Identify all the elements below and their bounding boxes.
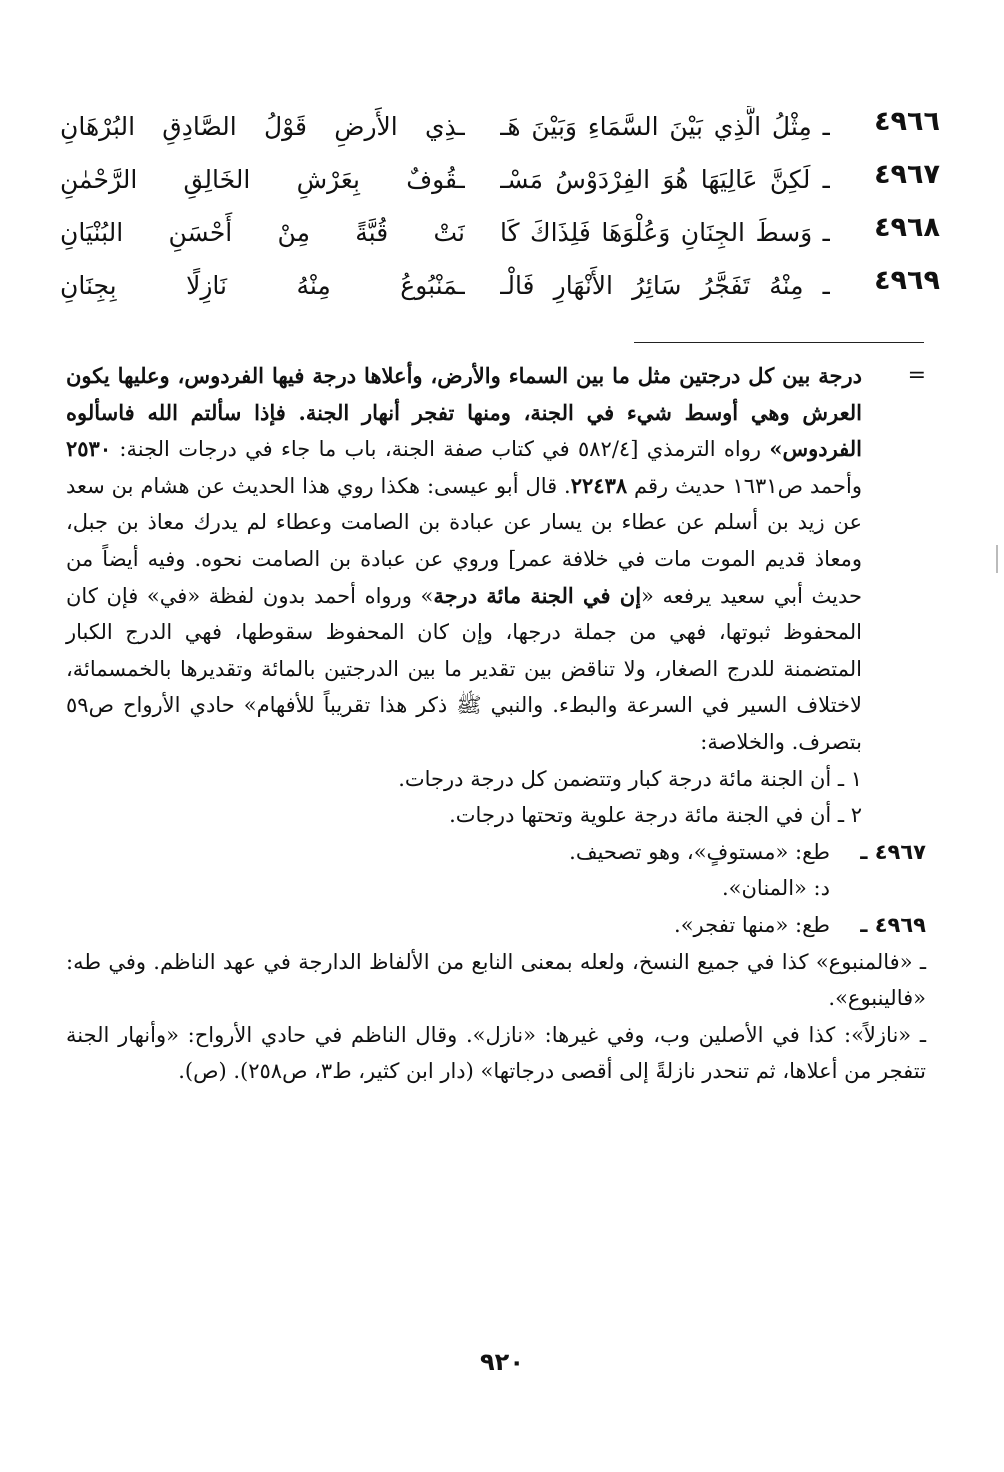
footnote-separator — [634, 342, 924, 343]
citation-text: وأحمد ص١٦٣١ حديث رقم — [627, 473, 863, 498]
hadith-text: درجة بين كل درجتين مثل ما بين السماء والأرض، وأعلاها درجة فيها الفردوس، وعليها يكون العرش وهي أوسط شيء في الجنة، ومنها تفجر أنهار الجنة. فإذا سألتم الله فاسألوه الفردوس» — [66, 363, 863, 462]
entry-text: طع: «منها تفجر». — [674, 912, 830, 937]
verse-second-hemistich: ـمَنْبُوعُ مِنْهُ نَازِلًا بِجِنَانِ — [60, 271, 465, 300]
verse-number: ٤٩٦٧ — [874, 159, 940, 190]
scan-edge-mark — [996, 545, 998, 573]
verse-line — [60, 100, 940, 153]
hadith-number: ٢٥٣٠ — [66, 436, 112, 462]
footnote-body — [66, 358, 862, 761]
footnotes — [66, 358, 926, 1090]
hadith-quote: إن في الجنة مائة درجة — [433, 582, 642, 608]
continued-footnote — [66, 358, 926, 834]
verse-number: ٤٩٦٩ — [874, 265, 940, 296]
poem-verses — [60, 100, 940, 312]
verse-second-hemistich: نَتْ قُبَّةً مِنْ أَحْسَنِ البُنْيَانِ — [60, 218, 465, 247]
commentary-text: . قال أبو عيسى: هكذا روي هذا الحديث عن هشام بن سعد عن زيد بن أسلم عن عطاء بن يسار عن عبادة بن الصامت وعطاء لم يدرك معاذ بن جبل، ومعاذ قديم الموت مات في خلافة عمر] وروي عن عبادة بن الصامت نحوه. وفيه أيضاً من حديث أبي سعيد يرفعه « — [66, 473, 862, 608]
footnote-entry — [66, 907, 926, 944]
verse-number: ٤٩٦٨ — [874, 212, 940, 243]
entry-verse-number: ٤٩٦٩ ـ — [860, 912, 926, 937]
entry-verse-number: ٤٩٦٧ ـ — [860, 839, 926, 864]
verse-line — [60, 153, 940, 206]
verse-first-hemistich: ـ مِنْهُ تَفَجَّرُ سَائِرُ الأَنْهَارِ فَالْـ — [500, 271, 830, 300]
footnote-entry — [66, 834, 926, 907]
entry-subtext: د: «المنان». — [721, 876, 830, 901]
summary-point: ١ ـ أن الجنة مائة درجة كبار وتتضمن كل درجة درجات. — [398, 766, 862, 791]
commentary-text: » ورواه أحمد بدون لفظة «في» فإن كان المحفوظ ثبوتها، فهي من جملة درجها، وإن كان المحفوظ سقوطها، فهي الدرج الكبار المتضمنة للدرج الصغار، ولا تناقض بين تقدير ما بين الدرجتين بالمائة وتقديرها بالخمسمائة، لاختلاف السير في السرعة والبطء. والنبي ﷺ ذكر هذا تقريباً للأفهام» حادي الأرواح ص٥٩ بتصرف. والخلاصة: — [66, 583, 862, 754]
verse-second-hemistich: ـقُوفٌ بِعَرْشِ الخَالِقِ الرَّحْمٰنِ — [60, 165, 465, 194]
footnote-remark: ـ «فالمنبوع» كذا في جميع النسخ، ولعله بمعنى النابع من الألفاظ الدارجة في عهد الناظم. وفي طه: «فالينبوع». — [66, 949, 926, 1011]
citation-text: رواه الترمذي [٥٨٢/٤ في كتاب صفة الجنة، باب ما جاء في درجات الجنة: — [111, 437, 770, 462]
verse-number: ٤٩٦٦ — [874, 106, 940, 137]
footnote-remark: ـ «نازلاً»: كذا في الأصلين وب، وفي غيرها: «نازل». وقال الناظم في حادي الأرواح: «وأنهار الجنة تتفجر من أعلاها، ثم تنحدر نازلةً إلى أقصى درجاتها» (دار ابن كثير، ط٣، ص٢٥٨). (ص). — [66, 1022, 926, 1084]
verse-first-hemistich: ـ مِثْلُ الَّذِي بَيْنَ السَّمَاءِ وَبَيْنَ هَـ — [500, 112, 830, 141]
summary-point: ٢ ـ أن في الجنة مائة درجة علوية وتحتها درجات. — [449, 803, 862, 828]
continuation-marker: = — [907, 363, 926, 388]
verse-line — [60, 206, 940, 259]
verse-second-hemistich: ـذِي الأَرضِ قَوْلُ الصَّادِقِ البُرْهَانِ — [60, 112, 465, 141]
verse-first-hemistich: ـ وَسطَ الجِنَانِ وَعُلْوَهَا فَلِذَاكَ كَا — [500, 218, 830, 247]
page-number: ٩٢٠ — [480, 1348, 524, 1376]
verse-line — [60, 259, 940, 312]
entry-text: طع: «مستوفٍ»، وهو تصحيف. — [569, 839, 830, 864]
verse-first-hemistich: ـ لَكِنَّ عَالِيَهَا هُوَ الفِرْدَوْسُ مَسْـ — [500, 165, 830, 194]
hadith-number: ٢٢٤٣٨ — [570, 472, 628, 498]
